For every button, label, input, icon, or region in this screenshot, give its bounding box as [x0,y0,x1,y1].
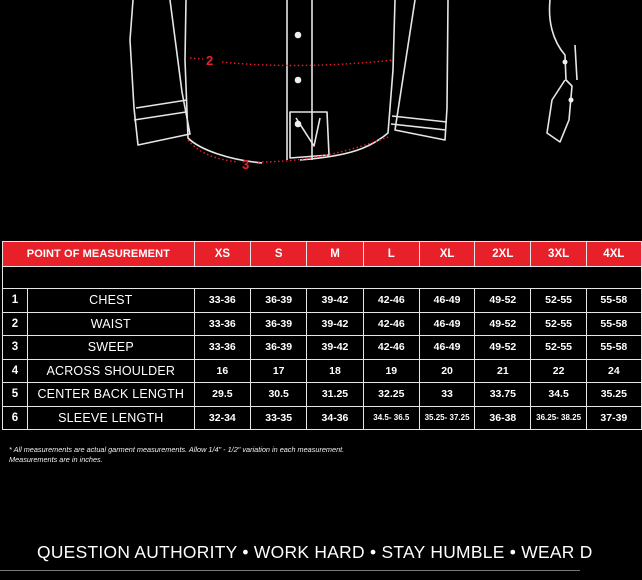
table-row [3,406,642,430]
measurement-value: 36-39 [251,289,307,313]
measurement-value: 33-36 [194,289,250,313]
measurement-value: 49-52 [475,336,531,360]
measurement-value: 46-49 [419,312,474,336]
size-chart-table [2,241,642,430]
table-header-row [3,242,642,267]
header-size-2xl: 2XL [475,242,531,267]
measurement-value: 35.25- 37.25 [419,406,474,430]
table-spacer [3,267,642,289]
measurement-value: 24 [586,359,641,383]
measurement-value: 37-39 [586,406,641,430]
header-size-xl: XL [419,242,474,267]
row-number: 5 [3,383,28,407]
measurement-value: 39-42 [307,289,363,313]
measurement-value: 20 [419,359,474,383]
measurement-value: 33 [419,383,474,407]
measurement-value: 31.25 [307,383,363,407]
measurement-value: 33-36 [194,312,250,336]
measurement-name: SWEEP [27,336,194,360]
row-number: 6 [3,406,28,430]
measurement-value: 36-39 [251,336,307,360]
footnote-line-1: * All measurements are actual garment measurements. Allow 1/4" - 1/2" variation in each measurement. [9,445,345,454]
header-size-s: S [251,242,307,267]
measurement-value: 19 [363,359,419,383]
measurement-value: 36-38 [475,406,531,430]
left-sleeve [130,0,190,145]
measurement-name: SLEEVE LENGTH [27,406,194,430]
measurement-value: 39-42 [307,336,363,360]
measurement-value: 36.25- 38.25 [531,406,586,430]
measurement-name: CENTER BACK LENGTH [27,383,194,407]
measurement-value: 33-36 [194,336,250,360]
measurement-value: 46-49 [419,289,474,313]
measurement-value: 42-46 [363,336,419,360]
table-row [3,359,642,383]
measurement-value: 18 [307,359,363,383]
table-row [3,383,642,407]
row-number: 2 [3,312,28,336]
measurement-value: 39-42 [307,312,363,336]
measurement-value: 49-52 [475,312,531,336]
measurement-name: ACROSS SHOULDER [27,359,194,383]
body-right-side [300,0,395,160]
measurement-value: 22 [531,359,586,383]
measurement-value: 49-52 [475,289,531,313]
measurement-value: 33.75 [475,383,531,407]
measurement-value: 21 [475,359,531,383]
measurement-value: 55-58 [586,312,641,336]
measurement-value: 34.5- 36.5 [363,406,419,430]
measurement-value: 55-58 [586,336,641,360]
row-number: 3 [3,336,28,360]
measurement-value: 29.5 [194,383,250,407]
table-row [3,336,642,360]
header-point-of-measurement: POINT OF MEASUREMENT [3,242,195,267]
measurement-name: CHEST [27,289,194,313]
measurement-value: 16 [194,359,250,383]
row-number: 4 [3,359,28,383]
left-cuff [134,100,187,120]
measurement-value: 32.25 [363,383,419,407]
measurement-value: 36-39 [251,312,307,336]
marker-3: 3 [242,157,250,172]
measurement-value: 17 [251,359,307,383]
measurement-value: 46-49 [419,336,474,360]
partial-shirt [547,0,572,142]
row-number: 1 [3,289,28,313]
right-cuff [391,116,447,130]
header-size-m: M [307,242,363,267]
measurement-value: 32-34 [194,406,250,430]
table-row [3,312,642,336]
measurement-value: 34.5 [531,383,586,407]
measurement-value: 33-35 [251,406,307,430]
measurement-value: 35.25 [586,383,641,407]
measurement-value: 42-46 [363,312,419,336]
measurement-value: 55-58 [586,289,641,313]
measurement-name: WAIST [27,312,194,336]
shirt-illustration [0,0,580,190]
shirt-buttons [295,32,574,128]
measurement-value: 42-46 [363,289,419,313]
table-row [3,289,642,313]
header-size-xs: XS [194,242,250,267]
measurement-value: 52-55 [531,289,586,313]
brand-tagline: QUESTION AUTHORITY • WORK HARD • STAY HUMBLE • WEAR D [37,542,593,562]
header-size-l: L [363,242,419,267]
measurement-value: 30.5 [251,383,307,407]
measurement-value: 52-55 [531,336,586,360]
body-left-side [185,0,262,163]
marker-2: 2 [206,53,214,68]
header-size-4xl: 4XL [586,242,641,267]
measurement-value: 52-55 [531,312,586,336]
measurement-value: 34-36 [307,406,363,430]
bottom-divider [0,570,580,571]
header-size-3xl: 3XL [531,242,586,267]
footnote [9,445,449,465]
footnote-line-2: Measurements are in inches. [9,455,103,464]
